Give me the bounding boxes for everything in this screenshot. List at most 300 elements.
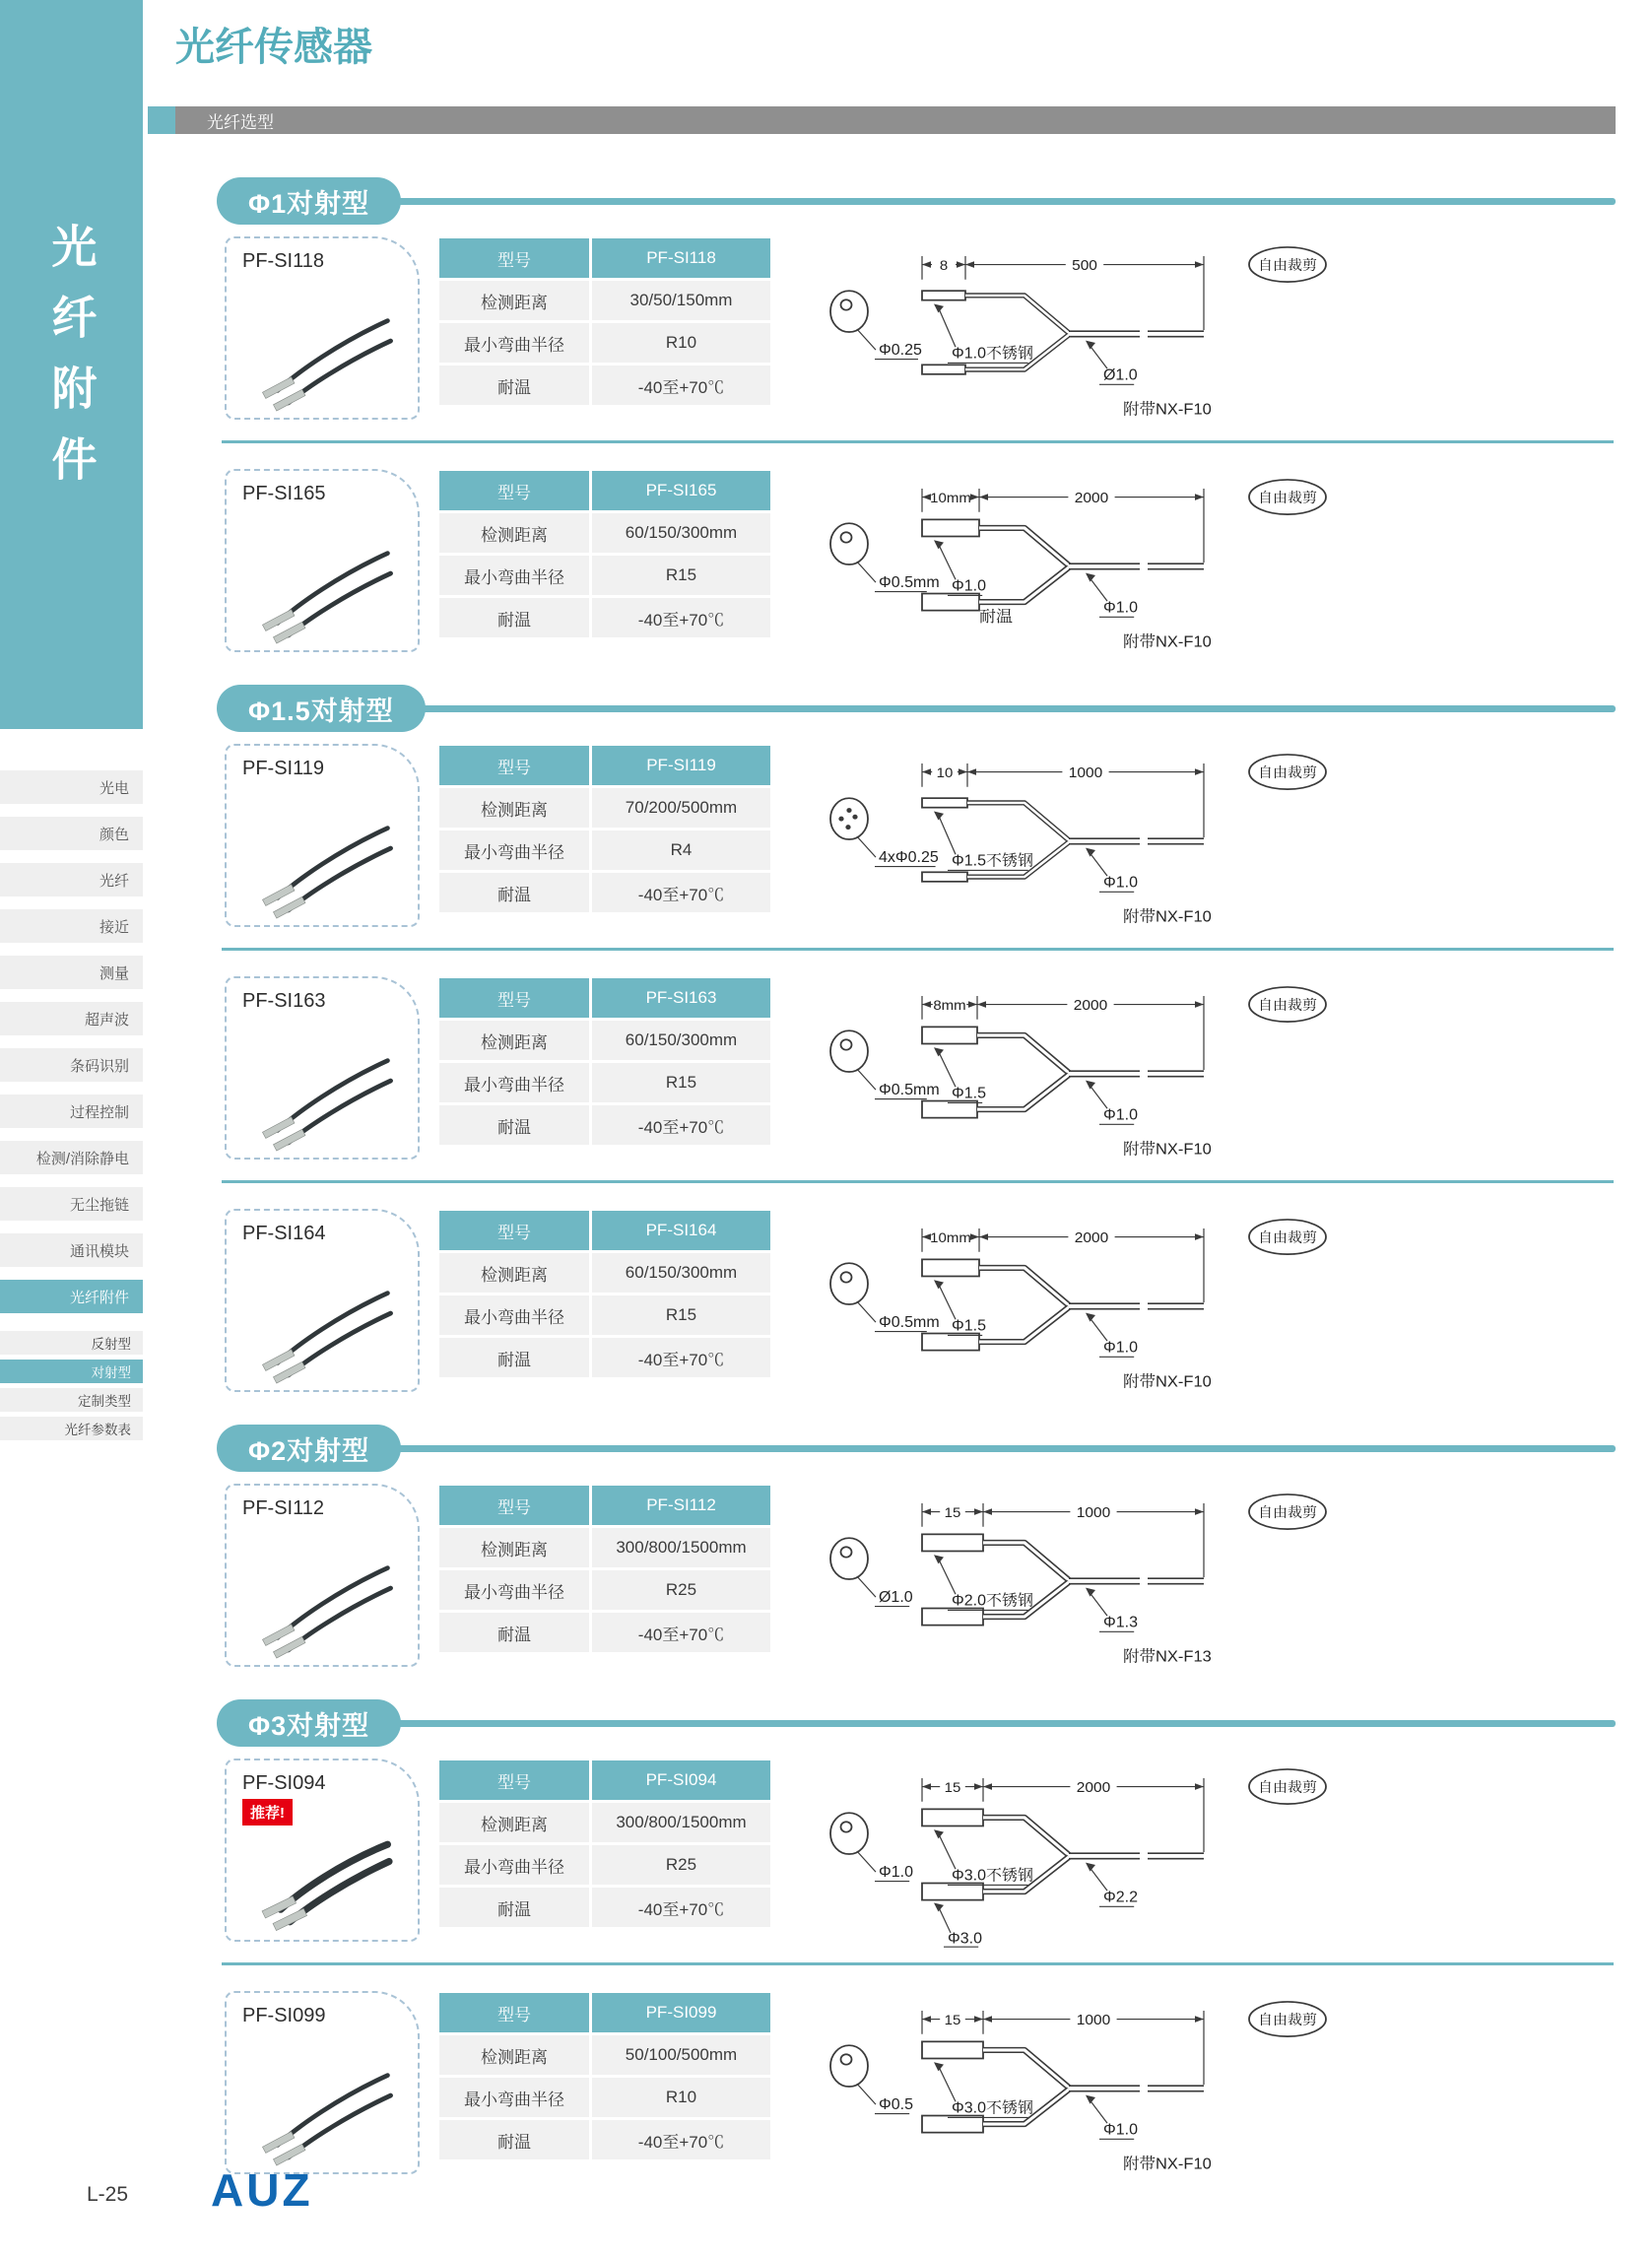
spec-temp-value: -40至+70℃ xyxy=(592,1338,770,1377)
section-title: Φ1.5对射型 xyxy=(217,685,426,732)
spec-temp-label: 耐温 xyxy=(439,873,589,912)
diagram-shape xyxy=(1195,1233,1204,1240)
cable-line xyxy=(983,1543,1069,1580)
core-dot xyxy=(841,532,852,542)
spec-distance-label: 检测距离 xyxy=(439,1528,589,1567)
spec-radius-label: 最小弯曲半径 xyxy=(439,1845,589,1885)
accessory-note: 附带NX-F10 xyxy=(1123,1141,1212,1159)
spec-temp-label: 耐温 xyxy=(439,1338,589,1377)
spec-distance-label: 检测距离 xyxy=(439,513,589,553)
spec-temp-label: 耐温 xyxy=(439,598,589,637)
cable-core xyxy=(983,1818,1069,1855)
dim-tip-length: 8mm xyxy=(933,998,966,1014)
dimension-diagram xyxy=(790,744,1470,936)
spec-distance-value: 60/150/300mm xyxy=(592,1253,770,1293)
product-card xyxy=(225,1991,420,2174)
fiber-tip-lower xyxy=(922,365,965,374)
spec-model-value: PF-SI165 xyxy=(592,471,770,510)
spec-radius-value: R25 xyxy=(592,1845,770,1885)
spec-model-value: PF-SI119 xyxy=(592,746,770,785)
core-dot xyxy=(841,1822,852,1831)
fiber-tip-upper xyxy=(922,1809,983,1826)
dimension-diagram xyxy=(790,1209,1470,1401)
section-title: Φ2对射型 xyxy=(217,1425,401,1472)
core-diameter-label: Φ0.5mm xyxy=(879,1082,940,1098)
core-diameter-label: Φ1.0 xyxy=(879,1864,913,1881)
spec-radius-value: R15 xyxy=(592,556,770,595)
sidebar-item-photoelectric[interactable]: 光电 xyxy=(0,770,143,804)
cable-line xyxy=(979,1268,1069,1305)
sidebar-item-static-elimination[interactable]: 检测/消除静电 xyxy=(0,1141,143,1174)
section-title: Φ3对射型 xyxy=(217,1699,401,1747)
dim-cable-length: 1000 xyxy=(1076,1504,1111,1521)
cable-line xyxy=(965,296,1069,333)
dimension-diagram xyxy=(790,236,1470,429)
cable-core xyxy=(965,296,1069,333)
diagram-shape xyxy=(979,494,988,500)
spec-radius-label: 最小弯曲半径 xyxy=(439,830,589,870)
fiber-tip-upper xyxy=(922,798,967,808)
spec-temp-label: 耐温 xyxy=(439,365,589,405)
product-photo xyxy=(231,1037,410,1154)
product-code: PF-SI099 xyxy=(242,2005,326,2026)
end-view-circle xyxy=(830,2045,868,2087)
core-diameter-label: Φ0.5mm xyxy=(879,1314,940,1331)
diagram-shape xyxy=(979,1233,988,1240)
subitem-custom[interactable]: 定制类型 xyxy=(0,1388,143,1412)
diagram-shape xyxy=(934,1555,944,1563)
sidebar-item-measure[interactable]: 测量 xyxy=(0,956,143,989)
product-row xyxy=(225,236,1616,429)
cable-diameter-label: Φ1.0 xyxy=(1103,1106,1138,1124)
diagram-shape xyxy=(934,1902,944,1911)
dim-tip-length: 10mm xyxy=(930,1230,971,1246)
product-row xyxy=(225,1759,1616,1951)
dimension-diagram xyxy=(790,1759,1470,1951)
tip-material-label: Φ1.5不锈钢 xyxy=(952,852,1033,870)
lower-tip-diameter-label: Φ3.0 xyxy=(948,1930,982,1948)
product-photo xyxy=(231,530,410,646)
diagram-shape xyxy=(857,1576,876,1597)
product-photo xyxy=(231,1270,410,1386)
free-cut-label: 自由裁剪 xyxy=(1258,258,1317,274)
section-header xyxy=(217,685,1616,732)
spec-temp-label: 耐温 xyxy=(439,1105,589,1145)
fiber-tip-upper xyxy=(922,1534,983,1551)
diagram-shape xyxy=(857,1069,876,1090)
cable-diameter-label: Φ1.0 xyxy=(1103,599,1138,617)
end-view-circle xyxy=(830,1813,868,1854)
tip-material-label: Φ3.0不锈钢 xyxy=(952,2099,1033,2117)
diagram-shape xyxy=(967,768,976,775)
fiber-tip-upper xyxy=(922,1259,979,1276)
core-dot xyxy=(841,2054,852,2064)
spec-radius-label: 最小弯曲半径 xyxy=(439,556,589,595)
free-cut-label: 自由裁剪 xyxy=(1258,1505,1317,1521)
diagram-shape xyxy=(1090,2099,1107,2123)
cable-diameter-label: Ø1.0 xyxy=(1103,366,1138,384)
sidebar-item-dustfree-chain[interactable]: 无尘拖链 xyxy=(0,1187,143,1221)
spec-distance-value: 300/800/1500mm xyxy=(592,1528,770,1567)
spec-table xyxy=(439,471,770,637)
diagram-shape xyxy=(1195,494,1204,500)
fiber-tip-lower xyxy=(922,1609,983,1626)
diagram-shape xyxy=(1086,1313,1095,1322)
diagram-shape xyxy=(857,562,876,582)
dim-tip-length: 10mm xyxy=(930,491,971,506)
product-card xyxy=(225,1484,420,1667)
diagram-shape xyxy=(939,308,956,347)
spec-radius-value: R15 xyxy=(592,1063,770,1102)
spec-model-label: 型号 xyxy=(439,978,589,1018)
cable-line xyxy=(979,1307,1069,1342)
accessory-note: 附带NX-F10 xyxy=(1123,1373,1212,1391)
core-dot xyxy=(846,808,851,813)
spec-table xyxy=(439,978,770,1145)
diagram-shape xyxy=(922,1783,931,1790)
dim-cable-length: 2000 xyxy=(1073,997,1108,1014)
cable-line xyxy=(977,1035,1069,1073)
cable-diameter-label: Φ1.0 xyxy=(1103,1339,1138,1357)
dim-cable-length: 1000 xyxy=(1068,764,1103,781)
diagram-shape xyxy=(934,811,944,820)
spec-distance-label: 检测距离 xyxy=(439,281,589,320)
dim-cable-length: 2000 xyxy=(1076,1779,1111,1796)
spec-radius-label: 最小弯曲半径 xyxy=(439,2078,589,2117)
spec-radius-label: 最小弯曲半径 xyxy=(439,1063,589,1102)
spec-distance-value: 60/150/300mm xyxy=(592,513,770,553)
row-divider xyxy=(222,440,1614,443)
end-view-circle xyxy=(830,1263,868,1304)
spec-temp-value: -40至+70℃ xyxy=(592,1613,770,1652)
page-title: 光纤传感器 xyxy=(175,26,372,69)
cable-core xyxy=(977,1035,1069,1073)
spec-distance-label: 检测距离 xyxy=(439,1803,589,1842)
diagram-shape xyxy=(958,768,967,775)
cable-diameter-label: Φ1.0 xyxy=(1103,874,1138,892)
sidebar-item-ultrasonic[interactable]: 超声波 xyxy=(0,1002,143,1035)
spec-radius-value: R10 xyxy=(592,323,770,363)
free-cut-label: 自由裁剪 xyxy=(1258,998,1317,1014)
cable-diameter-label: Φ2.2 xyxy=(1103,1889,1138,1906)
subitem-through-beam[interactable]: 对射型 xyxy=(0,1360,143,1383)
product-code: PF-SI094 xyxy=(242,1772,326,1794)
product-card xyxy=(225,1759,420,1942)
sidebar xyxy=(0,0,143,1440)
cable-line xyxy=(977,1075,1069,1109)
cable-core xyxy=(979,528,1069,565)
cable-line xyxy=(967,803,1069,840)
spec-model-label: 型号 xyxy=(439,746,589,785)
cable-line xyxy=(979,567,1069,602)
diagram-shape xyxy=(939,816,956,854)
spec-model-label: 型号 xyxy=(439,1211,589,1250)
diagram-shape xyxy=(939,1907,951,1933)
core-dot xyxy=(838,817,843,822)
diagram-shape xyxy=(1086,1588,1095,1597)
tip-material-label: Φ1.5 xyxy=(952,1317,986,1335)
product-photo xyxy=(231,1545,410,1661)
product-row xyxy=(225,1209,1616,1401)
diagram-shape xyxy=(1086,2095,1095,2104)
cable-core xyxy=(979,1307,1069,1342)
core-dot xyxy=(841,1039,852,1049)
product-card xyxy=(225,744,420,927)
core-diameter-label: Φ0.25 xyxy=(879,342,922,359)
cable-core xyxy=(979,1268,1069,1305)
free-cut-label: 自由裁剪 xyxy=(1258,491,1317,506)
diagram-shape xyxy=(939,1834,956,1869)
product-card xyxy=(225,976,420,1160)
tip-material-label: Φ1.0 xyxy=(952,577,986,595)
diagram-shape xyxy=(974,1783,983,1790)
diagram-shape xyxy=(1086,1863,1095,1872)
product-photo xyxy=(231,1820,410,1936)
dimension-diagram xyxy=(790,1991,1470,2183)
spec-model-label: 型号 xyxy=(439,1760,589,1800)
dim-cable-length: 1000 xyxy=(1076,2012,1111,2028)
diagram-shape xyxy=(1090,577,1107,601)
product-code: PF-SI163 xyxy=(242,990,326,1012)
diagram-shape xyxy=(939,545,956,579)
spec-distance-value: 30/50/150mm xyxy=(592,281,770,320)
dimension-diagram xyxy=(790,1484,1470,1676)
sidebar-item-color[interactable]: 颜色 xyxy=(0,817,143,850)
fiber-tip-lower xyxy=(922,594,979,611)
fiber-tip-upper xyxy=(922,291,965,300)
spec-radius-label: 最小弯曲半径 xyxy=(439,323,589,363)
page-number: L-25 xyxy=(87,2183,129,2206)
product-card xyxy=(225,469,420,652)
diagram-shape xyxy=(1086,1081,1095,1090)
product-row xyxy=(225,976,1616,1168)
spec-model-value: PF-SI118 xyxy=(592,238,770,278)
cable-line xyxy=(983,2050,1069,2088)
diagram-shape xyxy=(974,2016,983,2023)
fiber-tip-lower xyxy=(922,1334,979,1351)
spec-table xyxy=(439,1486,770,1652)
section-line xyxy=(422,705,1616,712)
diagram-shape xyxy=(970,1233,979,1240)
diagram-shape xyxy=(857,329,876,350)
end-view-circle xyxy=(830,1538,868,1579)
section-header xyxy=(217,1425,1616,1472)
spec-distance-value: 70/200/500mm xyxy=(592,788,770,828)
sidebar-category-block xyxy=(0,0,143,729)
core-dot xyxy=(852,815,857,820)
sidebar-item-proximity[interactable]: 接近 xyxy=(0,909,143,943)
section-line xyxy=(397,198,1616,205)
diagram-shape xyxy=(934,2062,944,2071)
cable-diameter-label: Φ1.3 xyxy=(1103,1614,1138,1631)
spec-distance-label: 检测距离 xyxy=(439,788,589,828)
fiber-tip-lower xyxy=(922,2116,983,2133)
product-card xyxy=(225,1209,420,1392)
spec-table xyxy=(439,1993,770,2159)
product-photo xyxy=(231,805,410,921)
spec-radius-label: 最小弯曲半径 xyxy=(439,1295,589,1335)
spec-model-label: 型号 xyxy=(439,471,589,510)
diagram-shape xyxy=(1195,768,1204,775)
spec-model-value: PF-SI112 xyxy=(592,1486,770,1525)
fiber-tip-upper xyxy=(922,1027,977,1043)
dim-cable-length: 2000 xyxy=(1074,490,1109,506)
cable-line xyxy=(979,528,1069,565)
diagram-shape xyxy=(1195,1783,1204,1790)
free-cut-label: 自由裁剪 xyxy=(1258,765,1317,781)
product-code: PF-SI112 xyxy=(242,1497,324,1519)
row-divider xyxy=(222,948,1614,951)
diagram-shape xyxy=(970,494,979,500)
diagram-shape xyxy=(922,1508,931,1515)
accessory-note: 附带NX-F10 xyxy=(1123,401,1212,419)
spec-radius-value: R15 xyxy=(592,1295,770,1335)
spec-temp-value: -40至+70℃ xyxy=(592,365,770,405)
spec-model-value: PF-SI164 xyxy=(592,1211,770,1250)
sidebar-item-fiber[interactable]: 光纤 xyxy=(0,863,143,896)
diagram-shape xyxy=(934,1829,944,1838)
spec-table xyxy=(439,238,770,405)
diagram-shape xyxy=(922,2016,931,2023)
spec-temp-value: -40至+70℃ xyxy=(592,1888,770,1927)
product-code: PF-SI119 xyxy=(242,758,324,779)
dim-tip-length: 15 xyxy=(944,1780,961,1796)
diagram-shape xyxy=(983,2016,992,2023)
spec-radius-value: R4 xyxy=(592,830,770,870)
subitem-fiber-params[interactable]: 光纤参数表 xyxy=(0,1417,143,1440)
diagram-shape xyxy=(1195,2016,1204,2023)
dim-tip-length: 10 xyxy=(936,765,954,781)
row-divider xyxy=(222,1180,1614,1183)
spec-distance-label: 检测距离 xyxy=(439,1253,589,1293)
fiber-tip-upper xyxy=(922,2041,983,2058)
diagram-shape xyxy=(857,2084,876,2104)
tip-material-label: Φ3.0不锈钢 xyxy=(952,1867,1033,1885)
main-content xyxy=(148,0,1616,2183)
dimension-diagram xyxy=(790,469,1470,661)
spec-temp-value: -40至+70℃ xyxy=(592,873,770,912)
tip-material-label: Φ1.5 xyxy=(952,1085,986,1102)
cable-core xyxy=(979,567,1069,602)
diagram-shape xyxy=(977,1001,986,1008)
dim-tip-length: 15 xyxy=(944,1505,961,1521)
section-line xyxy=(397,1720,1616,1727)
product-card xyxy=(225,236,420,420)
diagram-shape xyxy=(1090,1592,1107,1616)
diagram-shape xyxy=(1195,1508,1204,1515)
core-dot xyxy=(841,299,852,309)
sidebar-item-process-control[interactable]: 过程控制 xyxy=(0,1095,143,1128)
heat-resist-label: 耐温 xyxy=(979,607,1013,626)
diagram-shape xyxy=(1090,1867,1107,1891)
cable-line xyxy=(983,1818,1069,1855)
subtitle-text: 光纤选型 xyxy=(207,112,274,132)
diagram-shape xyxy=(965,261,974,268)
subtitle-bar xyxy=(148,106,1616,134)
section-header xyxy=(217,1699,1616,1747)
section-title: Φ1对射型 xyxy=(217,177,401,225)
free-cut-label: 自由裁剪 xyxy=(1258,2013,1317,2028)
diagram-shape xyxy=(934,1280,944,1289)
cable-core xyxy=(967,803,1069,840)
fiber-tip-lower xyxy=(922,1884,983,1900)
spec-distance-label: 检测距离 xyxy=(439,1021,589,1060)
product-photo xyxy=(231,2052,410,2168)
dim-tip-length: 8 xyxy=(939,258,949,274)
product-code: PF-SI165 xyxy=(242,483,326,504)
spec-distance-value: 50/100/500mm xyxy=(592,2035,770,2075)
product-row xyxy=(225,1484,1616,1676)
subitem-reflective[interactable]: 反射型 xyxy=(0,1331,143,1355)
core-dot xyxy=(845,825,850,830)
core-dot xyxy=(841,1272,852,1282)
diagram-shape xyxy=(983,1508,992,1515)
cable-core xyxy=(983,1543,1069,1580)
cable-core xyxy=(983,2050,1069,2088)
diagram-shape xyxy=(1195,261,1204,268)
diagram-shape xyxy=(1195,1001,1204,1008)
core-diameter-label: Ø1.0 xyxy=(879,1589,913,1606)
core-diameter-label: Φ0.5mm xyxy=(879,574,940,591)
spec-table xyxy=(439,1760,770,1927)
spec-temp-label: 耐温 xyxy=(439,2120,589,2159)
free-cut-label: 自由裁剪 xyxy=(1258,1230,1317,1246)
diagram-shape xyxy=(1086,573,1095,582)
row-divider xyxy=(222,1962,1614,1965)
diagram-shape xyxy=(922,261,931,268)
accessory-note: 附带NX-F10 xyxy=(1123,633,1212,651)
spec-temp-label: 耐温 xyxy=(439,1888,589,1927)
accessory-note: 附带NX-F10 xyxy=(1123,908,1212,926)
section-header xyxy=(217,177,1616,225)
recommend-badge: 推荐! xyxy=(242,1799,293,1826)
spec-model-label: 型号 xyxy=(439,1486,589,1525)
sidebar-submenu xyxy=(0,1331,143,1440)
spec-table xyxy=(439,746,770,912)
diagram-shape xyxy=(1090,1317,1107,1341)
spec-table xyxy=(439,1211,770,1377)
section-line xyxy=(397,1445,1616,1452)
diagram-shape xyxy=(939,1052,956,1087)
diagram-shape xyxy=(934,303,944,312)
diagram-shape xyxy=(1090,852,1107,876)
dim-cable-length: 2000 xyxy=(1074,1229,1109,1246)
diagram-shape xyxy=(974,1508,983,1515)
spec-model-value: PF-SI099 xyxy=(592,1993,770,2032)
free-cut-label: 自由裁剪 xyxy=(1258,1780,1317,1796)
end-view-circle xyxy=(830,1030,868,1072)
product-row xyxy=(225,469,1616,661)
cable-diameter-label: Φ1.0 xyxy=(1103,2121,1138,2139)
diagram-shape xyxy=(939,1560,956,1594)
spec-distance-value: 60/150/300mm xyxy=(592,1021,770,1060)
spec-model-value: PF-SI163 xyxy=(592,978,770,1018)
sidebar-item-fiber-accessories[interactable]: 光纤附件 xyxy=(0,1280,143,1313)
diagram-shape xyxy=(939,2067,956,2101)
sidebar-item-barcode[interactable]: 条码识别 xyxy=(0,1048,143,1082)
tip-material-label: Φ1.0不锈钢 xyxy=(952,345,1033,363)
diagram-shape xyxy=(1086,848,1095,857)
fiber-tip-lower xyxy=(922,1101,977,1118)
spec-distance-label: 检测距离 xyxy=(439,2035,589,2075)
sidebar-item-comm-module[interactable]: 通讯模块 xyxy=(0,1233,143,1267)
product-code: PF-SI118 xyxy=(242,250,324,272)
tip-material-label: Φ2.0不锈钢 xyxy=(952,1592,1033,1610)
spec-model-label: 型号 xyxy=(439,238,589,278)
diagram-shape xyxy=(934,1047,944,1056)
diagram-shape xyxy=(968,1001,977,1008)
accessory-note: 附带NX-F13 xyxy=(1123,1648,1212,1666)
